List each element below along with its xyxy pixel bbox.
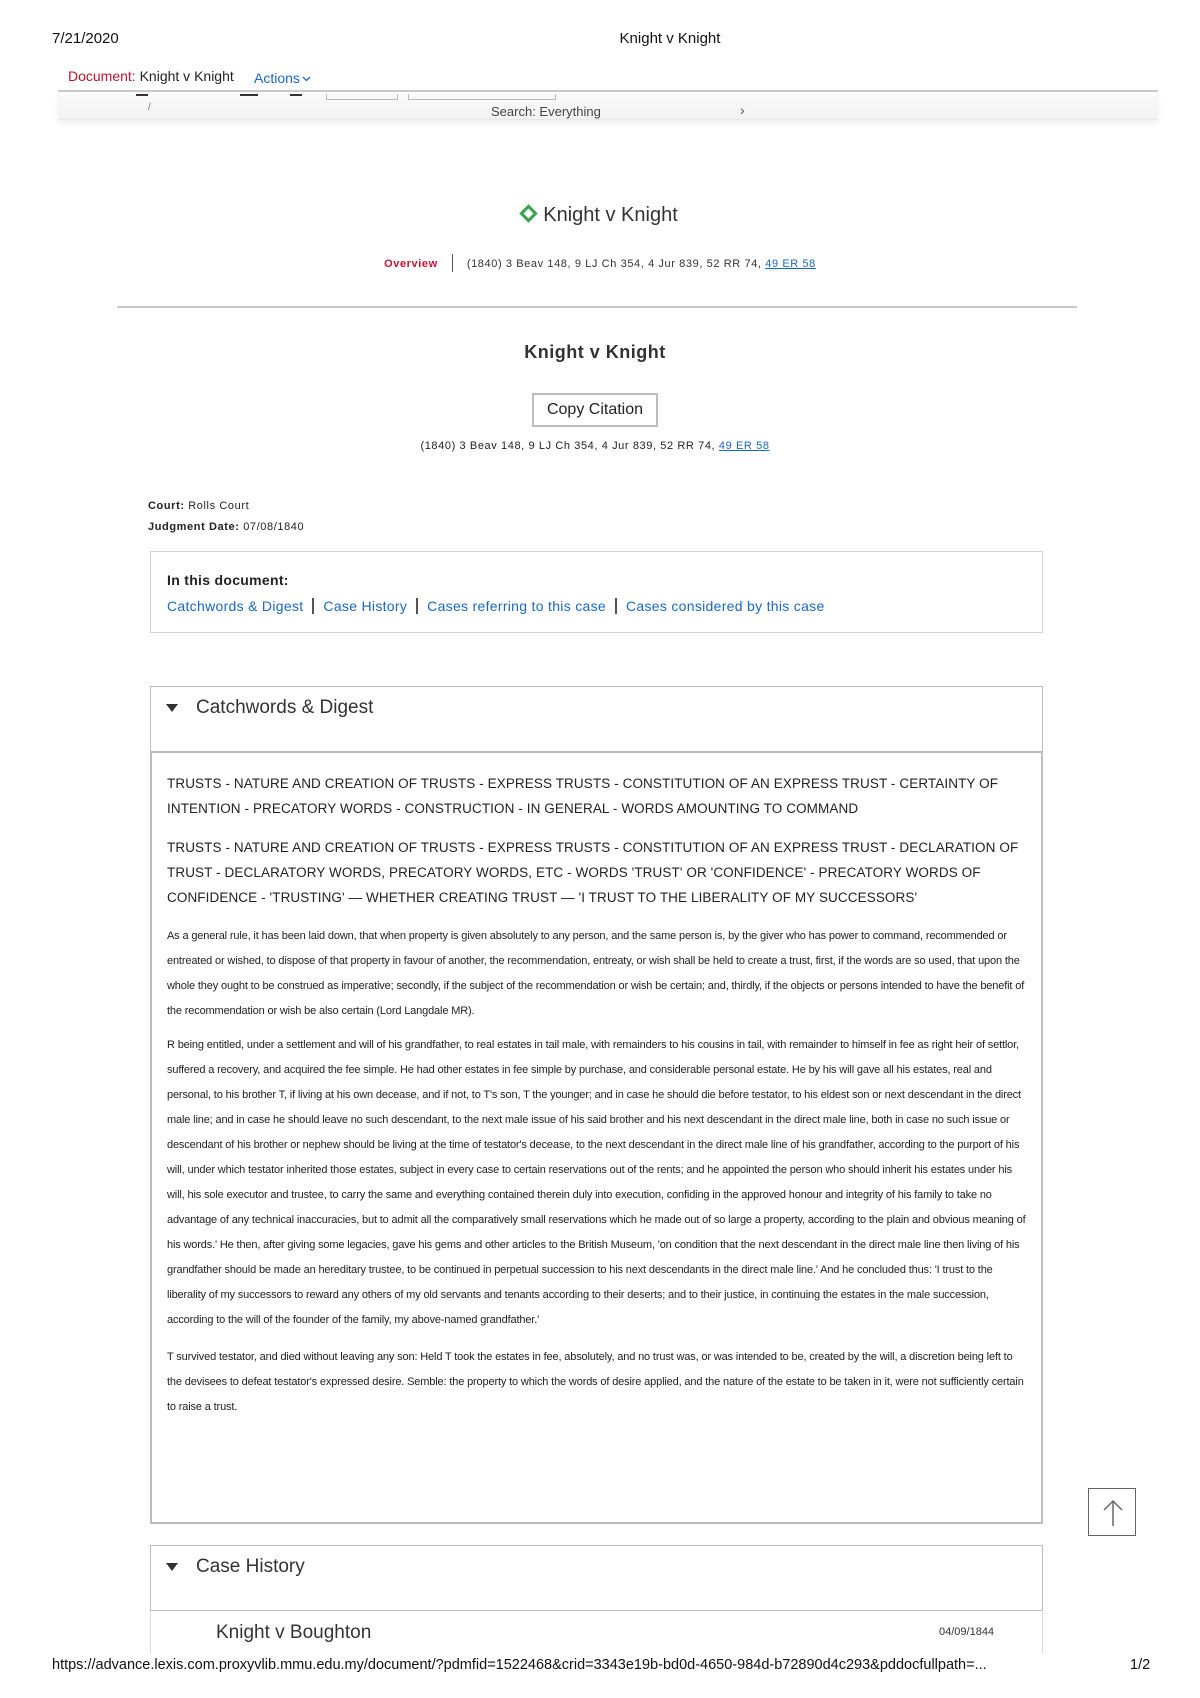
citation-row [0,254,1200,272]
section-label: Case History [196,1556,305,1577]
citation-text: (1840) 3 Beav 148, 9 LJ Ch 354, 4 Jur 839, 52 RR 74, [466,258,766,270]
document-name: Knight v Knight [135,68,234,84]
catchwords-body [150,751,1043,1524]
case-history-date: 04/09/1844 [939,1626,995,1638]
divider [452,254,453,272]
case-heading: Knight v Knight [0,204,1200,227]
print-header [0,30,1200,50]
in-this-document-links [167,598,825,614]
case-history-name[interactable]: Knight v Boughton [216,1622,372,1643]
section-header-catchwords[interactable] [150,686,1043,752]
back-to-top-button[interactable] [1088,1488,1136,1536]
divider [117,306,1077,308]
citation-link[interactable]: 49 ER 58 [718,440,770,452]
link-cases-referring[interactable]: Cases referring to this case [427,598,606,614]
digest-paragraph: T survived testator, and died without leaving any son: Held T took the estates in fee, absolutely, and no trust was, or was intended to be, created by the will, a discretion being left to the devisees to defeat testator's expressed desire. Semble: the property to which the words of desire applied, and the nature of the estate to be taken in it, were not sufficiently certain to raise a trust. [167,1351,1024,1413]
divider [312,598,314,614]
link-catchwords-digest[interactable]: Catchwords & Digest [167,598,304,614]
catchwords-heading: TRUSTS - NATURE AND CREATION OF TRUSTS - EXPRESS TRUSTS - CONSTITUTION OF AN EXPRESS TRUST - DECLARATION OF TRUST - DECLARATORY WORDS, PRECATORY WORDS, ETC - WORDS 'TRUST' OR 'CONFIDENCE' - PRECATORY WORDS OF CONFIDENCE - 'TRUSTING' — WHETHER CREATING TRUST — 'I TRUST TO THE LIBERALITY OF MY SUCCESSORS' [167,840,1019,905]
document-bar [58,66,1158,92]
in-this-document-heading: In this document: [167,572,289,588]
actions-menu[interactable]: Actions [254,70,311,86]
chevron-right-icon[interactable]: › [740,102,745,118]
print-title: Knight v Knight [619,30,721,47]
page-url: https://advance.lexis.com.proxyvlib.mmu.edu.my/document/?pdmfid=1522468&crid=3343e19b-bd0d-4650-984d-b72890d4c293&pddocfullpath=... [52,1657,987,1673]
citation-row-secondary [0,440,1190,452]
toolbar-fragment [136,94,148,96]
citation-text: (1840) 3 Beav 148, 9 LJ Ch 354, 4 Jur 839, 52 RR 74, [420,440,719,452]
digest-paragraph: As a general rule, it has been laid down, that when property is given absolutely to any person, and the same person is, by the giver who has power to command, recommended or entreated or wished, to dispose of that property in favour of another, the recommendation, entreaty, or wish shall be held to create a trust, first, if the words are so used, that upon the whole they ought to be construed as imperative; secondly, if the subject of the recommendation or wish be certain; and, thirdly, if the objects or persons intended to have the benefit of the recommendation or wish be also certain (Lord Langdale MR). [167,930,1025,1017]
toolbar-fragment [240,94,258,96]
section-label: Catchwords & Digest [196,697,374,718]
court-value: Rolls Court [188,500,250,512]
court-field: Court: Rolls Court [148,500,250,512]
toolbar-ghost [58,94,1158,120]
link-cases-considered[interactable]: Cases considered by this case [625,598,825,614]
toolbar-fragment [408,94,556,100]
overview-tab[interactable]: Overview [384,258,438,270]
search-scope[interactable]: Search: Everything [491,104,601,119]
divider [416,598,418,614]
list-item[interactable] [150,1612,1043,1654]
toolbar-fragment: / [148,102,151,113]
in-this-document-panel [150,551,1043,633]
link-case-history[interactable]: Case History [323,598,408,614]
citation-link[interactable]: 49 ER 58 [765,258,816,270]
page-number: 1/2 [1130,1657,1151,1673]
digest-paragraph: R being entitled, under a settlement and will of his grandfather, to real estates in tail male, with remainders to his cousins in tail, with remainder to himself in fee as right heir of settlor, suffered a recovery, and acquired the fee simple. He had other estates in fee simple by purchase, and considerable personal estate. He by his will gave all his estates, real and personal, to his brother T, if living at his own decease, and if not, to T's son, T the younger; and in case he should die before testator, to his eldest son or next descendant in the direct male line; and in case he should leave no such descendant, to the next male issue of his said brother and his next descendant in the direct male line, both in case no such issue or descendant of his brother or nephew should be living at the time of testator's decease, to the next descendant in the direct male line of his grandfather, according to the purport of his will, under which testator inherited those estates, subject in every case to certain reservations out of the rents; and he appointed the person who should inherit his estates under his will, his sole executor and trustee, to carry the same and everything contained therein duly into execution, confiding in the approved honour and integrity of his family to take no advantage of any technical inaccuracies, but to admit all the comparatively small reservations which he made out of so large a property, according to the plain and obvious meaning of his words.' He then, after giving some legacies, gave his gems and other articles to the British Museum, 'on condition that the next descendant in the direct male line then living of his grandfather should be made an hereditary trustee, to be continued in perpetual succession to his next descendants in the direct male line.' And he concluded thus: 'I trust to the liberality of my successors to reward any others of my old servants and tenants according to their deserts; and to their justice, in continuing the estates in the male succession, according to the will of the founder of the family, my above-named grandfather.' [167,1039,1026,1326]
catchwords-heading: TRUSTS - NATURE AND CREATION OF TRUSTS - EXPRESS TRUSTS - CONSTITUTION OF AN EXPRESS TRUST - CERTAINTY OF INTENTION - PRECATORY WORDS - CONSTRUCTION - IN GENERAL - WORDS AMOUNTING TO COMMAND [167,776,999,816]
caret-down-icon [166,1563,178,1571]
divider [615,598,617,614]
judgment-date-field: Judgment Date: 07/08/1840 [148,521,305,533]
judgment-date-value: 07/08/1840 [243,521,305,533]
document-title: Knight v Knight [524,342,666,362]
copy-citation-button[interactable]: Copy Citation [532,393,658,427]
chevron-down-icon [302,76,311,82]
caret-down-icon [166,704,178,712]
print-date: 7/21/2020 [52,30,119,47]
toolbar-fragment [290,94,302,96]
document-label: Document: Knight v Knight [68,68,234,84]
diamond-icon [520,204,538,222]
toolbar-fragment [326,94,398,100]
arrow-up-icon [1102,1499,1124,1527]
section-header-case-history[interactable] [150,1545,1043,1611]
